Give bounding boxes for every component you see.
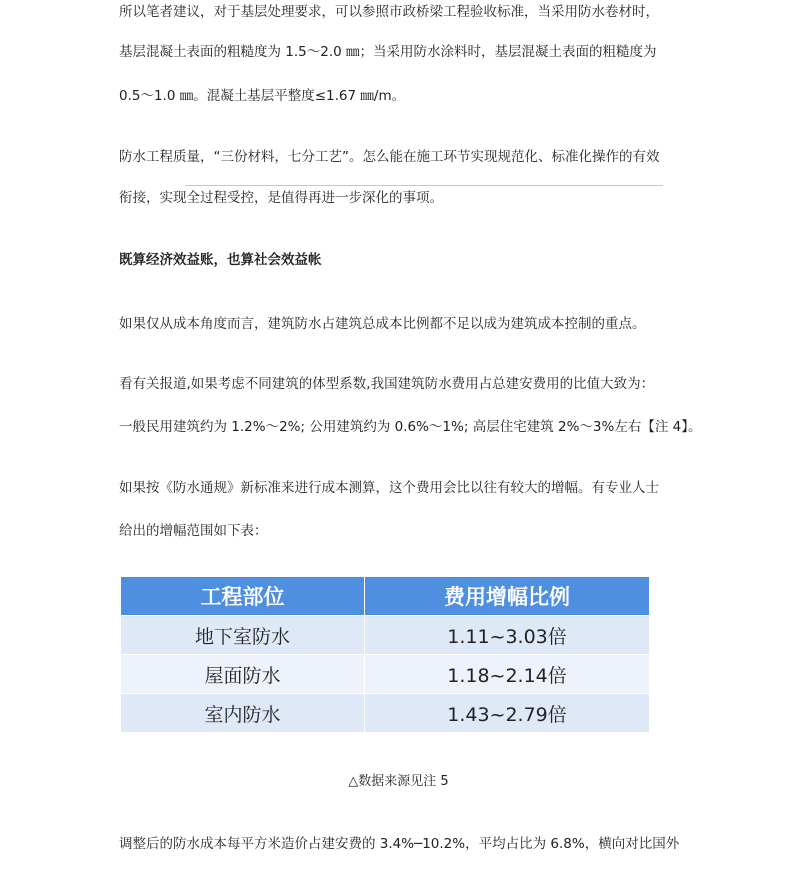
table-cell: 屋面防水 — [121, 655, 365, 694]
table-caption: △数据来源见注 5 — [348, 774, 449, 789]
table-header-row — [121, 577, 649, 616]
paragraph-line: 所以笔者建议，对于基层处理要求，可以参照市政桥梁工程验收标准，当采用防水卷材时， — [119, 4, 659, 20]
section-heading: 既算经济效益账，也算社会效益帐 — [119, 252, 322, 268]
cost-increase-table — [121, 577, 649, 732]
table-cell: 地下室防水 — [121, 616, 365, 655]
table-cell: 1.11~3.03倍 — [365, 616, 650, 655]
paragraph-line: 基层混凝土表面的粗糙度为 1.5～2.0 ㎜；当采用防水涂料时，基层混凝土表面的粗糙度为 — [119, 44, 657, 60]
paragraph-line: 如果仅从成本角度而言，建筑防水占建筑总成本比例都不足以成为建筑成本控制的重点。 — [119, 316, 646, 332]
table-header-cell: 工程部位 — [121, 577, 365, 616]
paragraph-line: 防水工程质量，“三份材料，七分工艺”。怎么能在施工环节实现规范化、标准化操作的有效 — [119, 149, 660, 165]
divider — [185, 185, 663, 186]
paragraph-line: 给出的增幅范围如下表： — [119, 523, 268, 539]
paragraph-line: 如果按《防水通规》新标准来进行成本测算，这个费用会比以往有较大的增幅。有专业人士 — [119, 480, 659, 496]
table-cell: 室内防水 — [121, 694, 365, 733]
paragraph-line: 一般民用建筑约为 1.2%～2%; 公用建筑约为 0.6%～1%; 高层住宅建筑 2%～3%左右【注 4】。 — [119, 419, 702, 435]
paragraph-line: 0.5～1.0 ㎜。混凝土基层平整度≤1.67 ㎜/m。 — [119, 88, 406, 104]
paragraph-line: 看有关报道,如果考虑不同建筑的体型系数,我国建筑防水费用占总建安费用的比值大致为： — [119, 376, 655, 392]
table-cell: 1.18~2.14倍 — [365, 655, 650, 694]
table-cell: 1.43~2.79倍 — [365, 694, 650, 733]
table-header-cell: 费用增幅比例 — [365, 577, 650, 616]
table-row — [121, 616, 649, 655]
table-row — [121, 694, 649, 733]
table-row — [121, 655, 649, 694]
paragraph-line: 衔接，实现全过程受控，是值得再进一步深化的事项。 — [119, 190, 443, 206]
paragraph-line: 调整后的防水成本每平方米造价占建安费的 3.4%─10.2%，平均占比为 6.8%，横向对比国外 — [119, 836, 680, 852]
